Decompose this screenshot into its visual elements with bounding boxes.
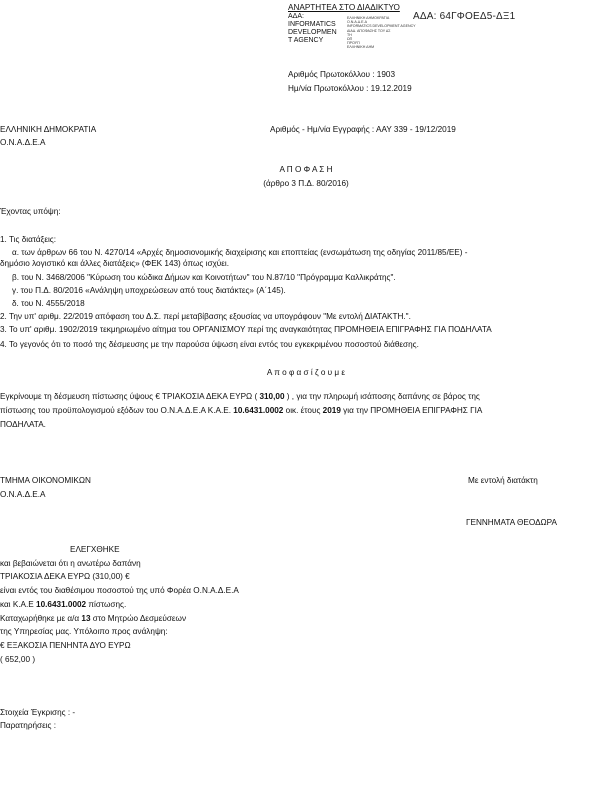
registry-entry-number: 13	[81, 614, 91, 623]
body-kae: 10.6431.0002	[233, 406, 284, 415]
checked-line-8: ( 652,00 )	[0, 655, 36, 664]
remarks-label: Παρατηρήσεις :	[0, 721, 57, 730]
checked-text: πίστωσης.	[86, 600, 127, 609]
checked-line-5	[0, 614, 186, 623]
by-order-label: Με εντολή διατάκτη	[468, 476, 538, 485]
checked-text: Καταχωρήθηκε με α/α	[0, 614, 82, 623]
protocol-date: Ημ/νία Πρωτοκόλλου : 19.12.2019	[288, 84, 412, 93]
issuer-org: Ο.Ν.Α.Δ.Ε.Α	[0, 138, 46, 147]
checked-line-4	[0, 600, 126, 609]
stamp-line: ΠΡΟΫΠ	[347, 41, 360, 46]
body-text: πίστωσης του προϋπολογισμού εξόδων του Ο.Ν.Α.Δ.Ε.Α Κ.Α.Ε.	[0, 406, 234, 415]
decision-title: Α Π Ο Φ Α Σ Η	[279, 165, 333, 174]
signatory-name: ΓΕΝΝΗΜΑΤΑ ΘΕΟΔΩΡΑ	[466, 518, 557, 527]
body-text: ) , για την πληρωμή ισάποσης δαπάνης σε βάρος της	[284, 392, 480, 401]
org-line: INFORMATICS	[288, 21, 336, 28]
stamp-line: ΕΛΛΗΝΙΚΗ ΔΗΜ	[347, 45, 375, 50]
checked-text: και Κ.Α.Ε	[0, 600, 37, 609]
internet-posting-label: ΑΝΑΡΤΗΤΕΑ ΣΤΟ ΔΙΑΔΙΚΤΥΟ	[288, 3, 400, 12]
body-year: 2019	[322, 406, 341, 415]
checked-line-1: και βεβαιώνεται ότι η ανωτέρω δαπάνη	[0, 559, 141, 568]
stamp-line: ΔΙΑΔ. ΑΠΟΦΑΣΗΣ ΤΟΥ ΔΣ	[347, 28, 391, 33]
issuer-country: ΕΛΛΗΝΙΚΗ ΔΗΜΟΚΡΑΤΙΑ	[0, 125, 97, 134]
item-1c: γ. του Π.Δ. 80/2016 «Ανάληψη υποχρεώσεων από τους διατάκτες» (Α΄145).	[12, 286, 286, 295]
body-text: οικ. έτους	[283, 406, 323, 415]
stamp-line: ΩΠ	[347, 37, 353, 42]
org-line: DEVELOPMEN	[288, 29, 337, 36]
decides-heading: Α π ο φ α σ ί ζ ο υ μ ε	[266, 368, 346, 377]
stamp-line: ΤΗ	[347, 32, 352, 37]
body-line-2	[0, 406, 482, 415]
checked-kae: 10.6431.0002	[36, 600, 87, 609]
item-1a: α. των άρθρων 66 του Ν. 4270/14 «Αρχές δημοσιονομικής διαχείρισης και εποπτείας (ενσωμάτωση της οδηγίας 2011/85/ΕΕ) -	[12, 248, 468, 257]
item-4: 4. Το γεγονός ότι το ποσό της δέσμευσης με την παρούσα ύψωση είναι εντός του εγκεκριμένου ποσοστού διάθεσης.	[0, 340, 419, 349]
stamp-line: ΕΛΛΗΝΙΚΗ ΔΗΜΟΚΡΑΤΙΑ	[347, 16, 390, 20]
item-2: 2. Την υπ' αριθμ. 22/2019 απόφαση του Δ.Σ. περί μεταβίβασης εξουσίας να υπογράφουν "Με εντολή ΔΙΑΤΑΚΤΗ.".	[0, 312, 411, 321]
checked-text: στο Μητρώο Δεσμεύσεων	[90, 614, 187, 623]
item-1d: δ. του Ν. 4555/2018	[12, 299, 85, 308]
item-3: 3. Το υπ' αριθμ. 1902/2019 τεκμηριωμένο αίτημα του ΟΡΓΑΝΙΣΜΟΥ περί της αναγκαιότητας ΠΡΟΜΗΘΕΙΑ ΕΠΙΓΡΑΦΗΣ ΓΙΑ ΠΟΔΗΛΑΤΑ	[0, 325, 492, 334]
having-regard: Έχοντας υπόψη:	[0, 207, 61, 216]
body-text: Εγκρίνουμε τη δέσμευση πίστωσης ύψους € ΤΡΙΑΚΟΣΙΑ ΔΕΚΑ ΕΥΡΩ (	[0, 392, 260, 401]
item-1-title: 1. Τις διατάξεις:	[0, 235, 57, 244]
checked-line-6: της Υπηρεσίας μας. Υπόλοιπο προς ανάληψη:	[0, 627, 168, 636]
registry-number: Αριθμός - Ημ/νία Εγγραφής : ΑΑΥ 339 - 19/12/2019	[270, 125, 456, 134]
body-text: για την ΠΡΟΜΗΘΕΙΑ ΕΠΙΓΡΑΦΗΣ ΓΙΑ	[340, 406, 483, 415]
checked-line-7: € ΕΞΑΚΟΣΙΑ ΠΕΝΗΝΤΑ ΔΥΟ ΕΥΡΩ	[0, 641, 131, 650]
stamp-line: INFORMATICS DEVELOPMENT AGENCY	[347, 24, 416, 29]
ada-code: ΑΔΑ: 64ΓΦΟΕΔ5-ΔΞ1	[413, 11, 516, 22]
dept-org: Ο.Ν.Α.Δ.Ε.Α	[0, 490, 46, 499]
item-1a-continued: δημόσιο λογιστικό και άλλες διατάξεις» (ΦΕΚ 143) όπως ισχύει.	[0, 259, 230, 268]
checked-title: ΕΛΕΓΧΘΗΚΕ	[70, 545, 120, 554]
dept-name: ΤΜΗΜΑ ΟΙΚΟΝΟΜΙΚΩΝ	[0, 476, 91, 485]
item-1b: β. του Ν. 3468/2006 "Κύρωση του κώδικα Δήμων και Κοινοτήτων" του Ν.87/10 "Πρόγραμμα Καλλικράτης".	[12, 273, 396, 282]
body-line-3: ΠΟΔΗΛΑΤΑ.	[0, 420, 46, 429]
stamp-block	[347, 16, 416, 50]
approval-details: Στοιχεία Έγκρισης : -	[0, 708, 76, 717]
checked-line-3: είναι εντός του διαθέσιμου ποσοστού της υπό Φορέα Ο.Ν.Α.Δ.Ε.Α	[0, 586, 239, 595]
stamp-line: Ο.Ν.Α.Δ.Ε.Α	[347, 20, 367, 25]
org-line: ΑΔΑ:	[288, 13, 304, 20]
org-line: T AGENCY	[288, 37, 324, 44]
org-block	[288, 13, 337, 45]
decision-subtitle: (άρθρο 3 Π.Δ. 80/2016)	[263, 179, 349, 188]
checked-line-2: ΤΡΙΑΚΟΣΙΑ ΔΕΚΑ ΕΥΡΩ (310,00) €	[0, 572, 130, 581]
body-line-1	[0, 392, 480, 401]
body-amount: 310,00	[259, 392, 285, 401]
protocol-number: Αριθμός Πρωτοκόλλου : 1903	[288, 70, 396, 79]
